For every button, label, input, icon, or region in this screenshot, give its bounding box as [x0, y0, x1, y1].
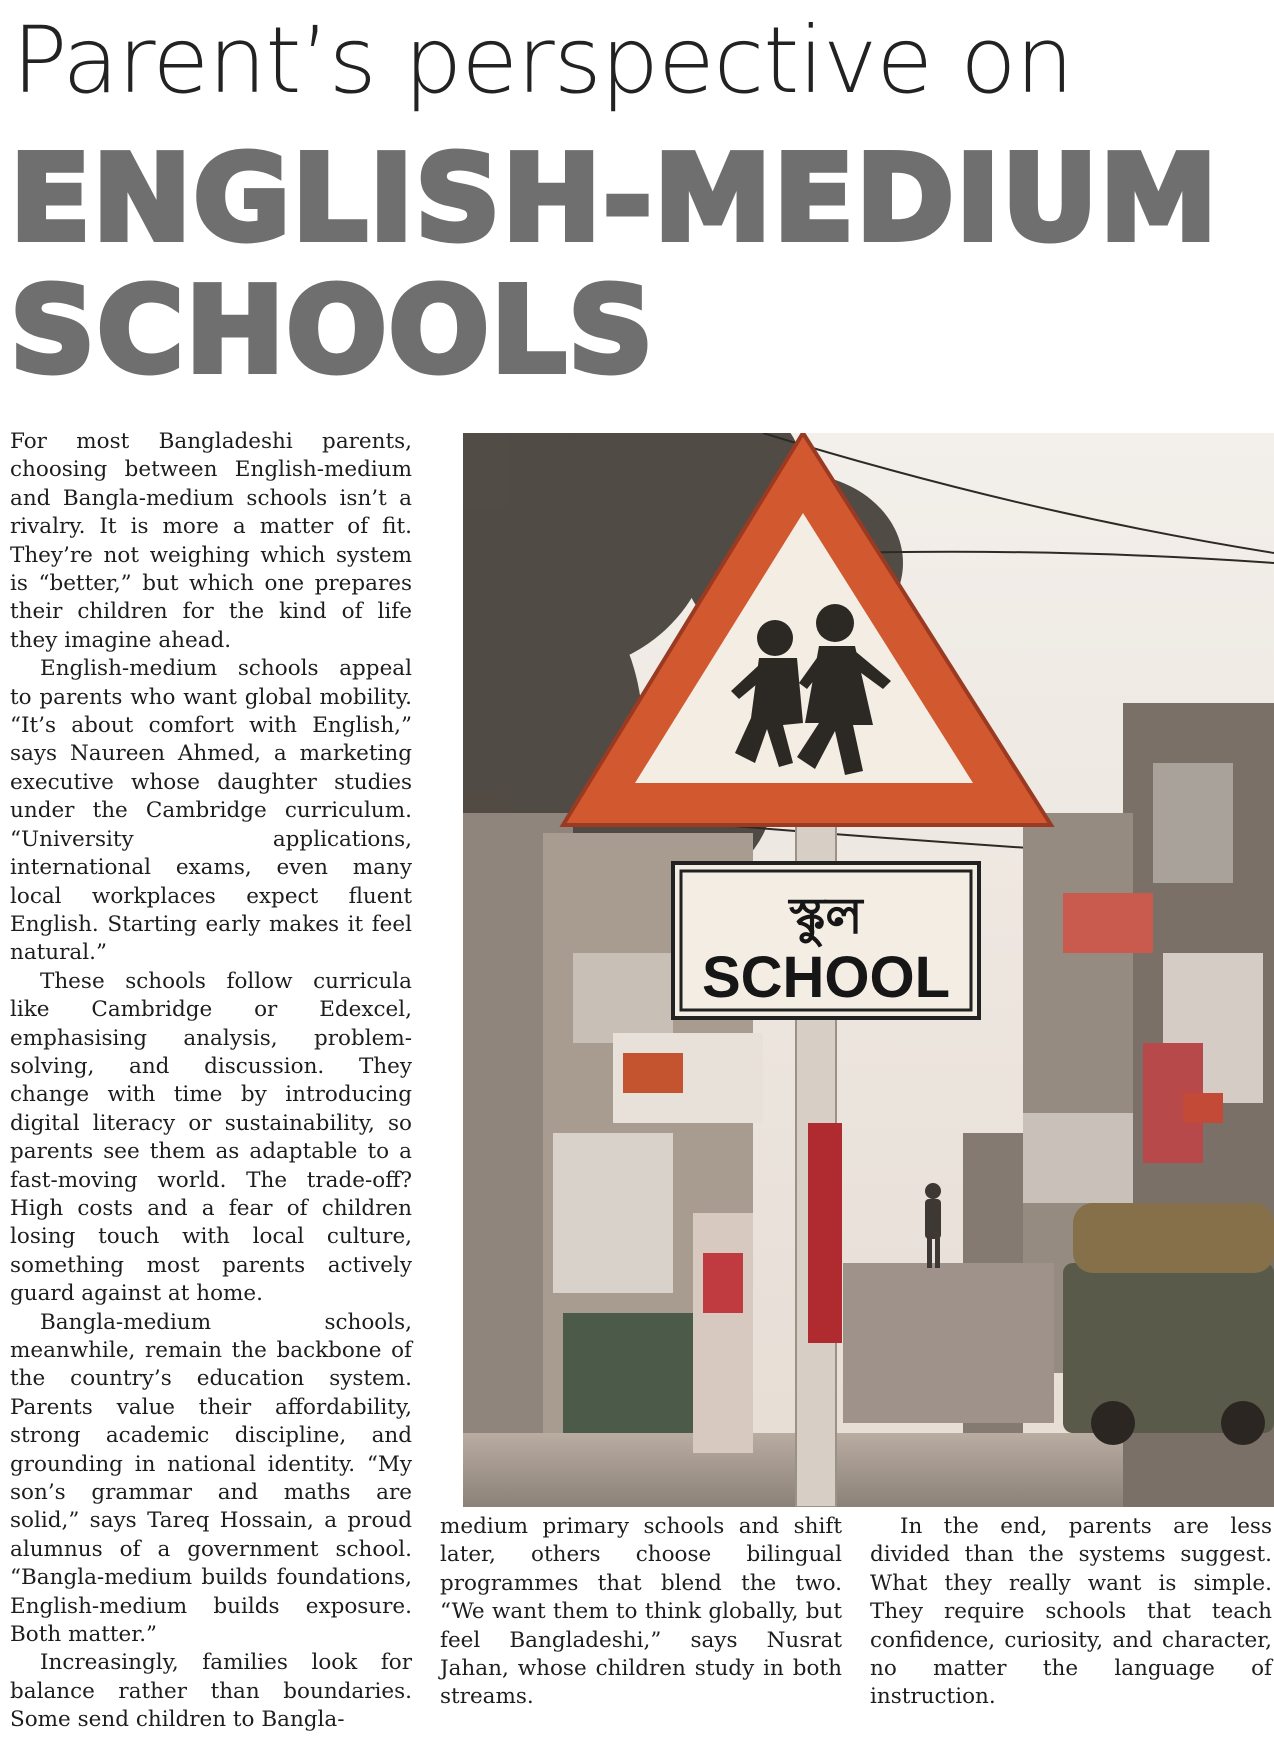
sign-english-text: SCHOOL	[701, 945, 951, 1010]
paragraph: Bangla-medium schools, meanwhile, remain the backbone of the country’s education system. Parents value their affordability, strong academic discipline, and grounding in national identity. “My son’s grammar and maths are solid,” says Tareq Hossain, a proud alumnus of a government school. “Bangla-medium builds foundations, English-medium builds exposure. Both matter.”	[10, 1309, 412, 1648]
headline-line2: ENGLISH-MEDIUM	[10, 129, 1220, 267]
article-column-2	[440, 1513, 842, 1712]
paragraph: English-medium schools appeal to parents who want global mobility. “It’s about comfort with English,” says Naureen Ahmed, a marketing executive whose daughter studies under the Cambridge curriculum. “University applications, international exams, even many local workplaces expect fluent English. Starting early makes it feel natural.”	[10, 656, 412, 966]
sign-bangla-text: স্কুল	[789, 887, 863, 945]
headline-line3: SCHOOLS	[10, 261, 656, 399]
article-column-3	[870, 1513, 1272, 1712]
pole-poster	[808, 1123, 842, 1343]
headline-line1: Parent’s perspective on	[12, 7, 1073, 114]
paragraph: Increasingly, families look for balance rather than boundaries. Some send children to Bangla-	[10, 1650, 412, 1733]
auto-rickshaw	[1063, 1203, 1274, 1445]
photo-illustration	[463, 433, 1274, 1507]
article-column-1	[10, 428, 412, 1735]
school-sign-photo	[463, 433, 1274, 1507]
paragraph: medium primary schools and shift later, others choose bilingual programmes that blend the two. “We want them to think globally, but feel Bangladeshi,” says Nusrat Jahan, whose children study in both streams.	[440, 1514, 842, 1710]
paragraph: These schools follow curricula like Cambridge or Edexcel, emphasising analysis, problem-solving, and discussion. They change with time by introducing digital literacy or sustainability, so parents see them as adaptable to a fast-moving world. The trade-off? High costs and a fear of children losing touch with local culture, something most parents actively guard against at home.	[10, 968, 412, 1307]
school-sign-board	[673, 863, 979, 1018]
headline-title	[10, 129, 1220, 399]
paragraph: In the end, parents are less divided than the systems suggest. What they really want is simple. They require schools that teach confidence, curiosity, and character, no matter the language of instruction.	[870, 1514, 1272, 1710]
paragraph: For most Bangladeshi parents, choosing between English-medium and Bangla-medium schools isn’t a rivalry. It is more a matter of fit. They’re not weighing which system is “better,” but which one prepares their children for the kind of life they imagine ahead.	[10, 429, 412, 653]
